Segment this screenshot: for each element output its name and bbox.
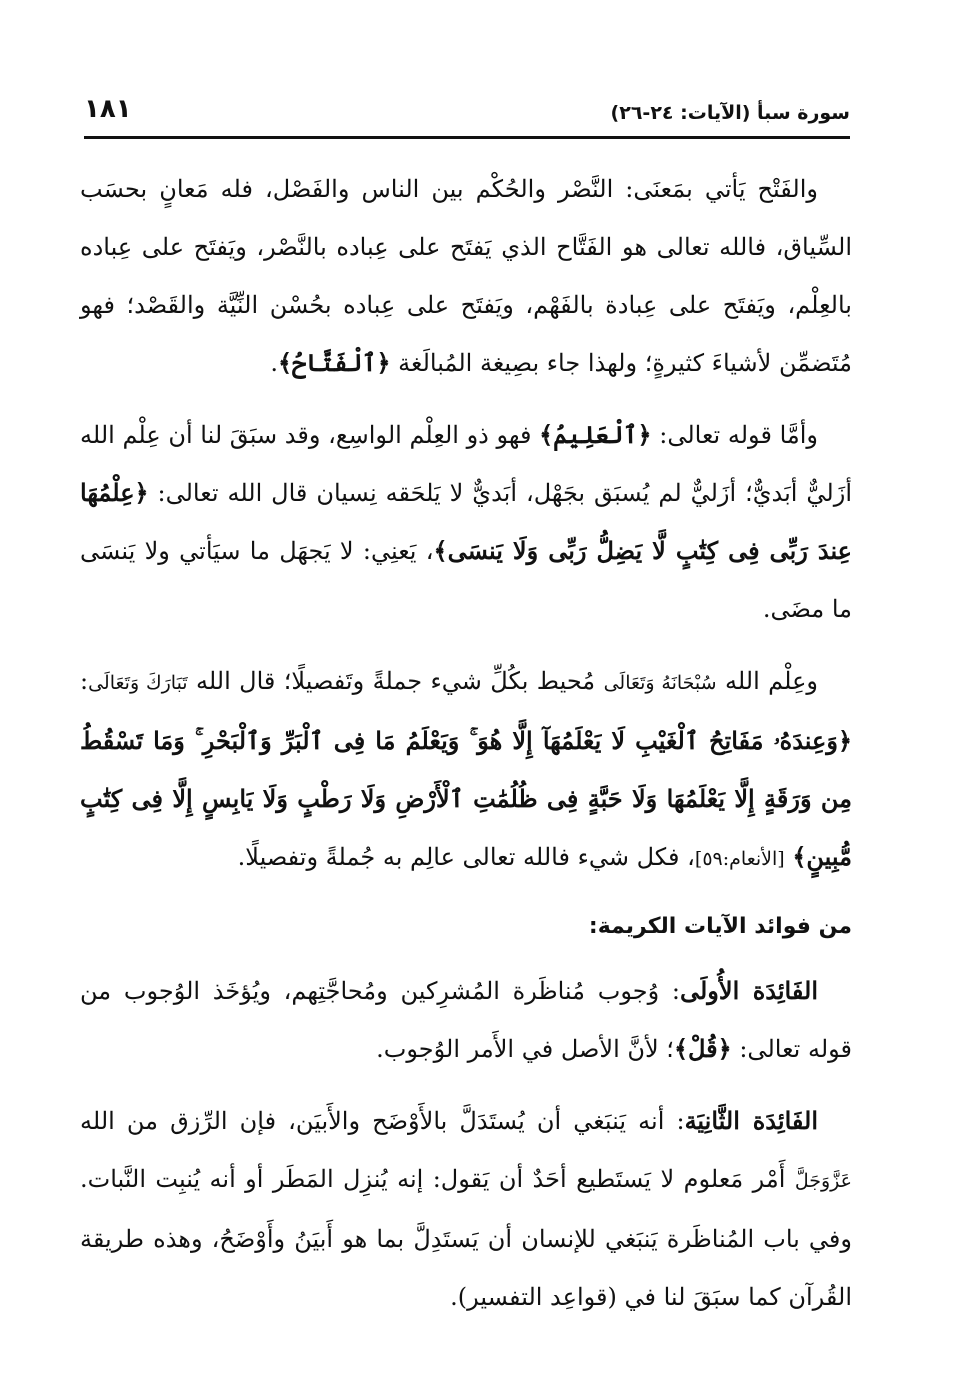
text-run: . — [270, 349, 279, 377]
surah-title: سورة سبأ (الآيات: ٢٤-٢٦) — [610, 102, 850, 124]
paragraph-alim — [80, 406, 852, 638]
text-run: ؛ لأنَّ الأصل في الأَمر الوُجوب. — [376, 1035, 674, 1063]
text-run: وأمَّا قوله تعالى: — [651, 421, 818, 449]
text-run: ، فكل شيء فالله تعالى عالِم به جُملةً وتفصيلًا. — [237, 843, 695, 871]
verse-reference: [الأنعام:٥٩] — [694, 848, 785, 870]
benefit-first — [80, 962, 852, 1078]
text-run: : وُجوب مُناظَرة المُشرِكين ومُحاجَّتِهم، ويُؤخَذ الوُجوب من قوله تعالى: — [80, 977, 852, 1063]
text-run: : — [80, 667, 89, 695]
header-divider — [84, 136, 850, 139]
quran-verse: ﴿ٱلْفَتَّاحُ﴾ — [278, 348, 391, 377]
quran-verse: ﴿ٱلْعَلِيمُ﴾ — [539, 420, 652, 449]
benefit-label: الفَائِدَة الأُولَى — [679, 976, 818, 1005]
text-run: أَمْر مَعلوم لا يَستَطيع أحَدٌ أن يَقول: إنه يُنزِل المَطَر أو أنه يُنبِت النَّبات. وفي باب المُناظَرة يَنبَغي للإنسان أن يَستَدِلَّ بما هو أَبيَنُ وأَوْضَحُ، وهذه طريقة القُرآن كما سبَقَ لنا في (قواعِد التفسير). — [80, 1165, 852, 1311]
benefit-second — [80, 1092, 852, 1326]
paragraph-knowledge — [80, 652, 852, 888]
quran-verse: ﴿وَعِندَهُۥ مَفَاتِحُ ٱلْغَيْبِ لَا يَعْلَمُهَآ إِلَّا هُوَ ۚ وَيَعْلَمُ مَا فِى ٱلْبَرِّ وَٱلْبَحْرِ ۚ وَمَا تَسْقُطُ مِن وَرَقَةٍ إِلَّا يَعْلَمُهَا وَلَا حَبَّةٍ فِى ظُلُمَٰتِ ٱلْأَرْضِ وَلَا رَطْبٍ وَلَا يَابِسٍ إِلَّا فِى كِتَٰبٍ مُّبِينٍ﴾ — [80, 726, 852, 871]
honorific-phrase: تَبَارَكَ وَتَعَالَى — [88, 672, 188, 694]
text-run: : أنه يَنبَغي أن يُستَدَلَّ بالأَوْضَح والأَبيَن، فإن الرِّزق من الله — [80, 1107, 685, 1135]
page-body — [80, 160, 852, 1340]
honorific-phrase: عَزَّوَجَلَّ — [794, 1170, 852, 1192]
text-run: مُحيط بكُلِّ شيء جملةً وتَفصيلًا؛ قال الله — [187, 667, 604, 695]
text-run: ، يَعنِي: لا يَجهَل ما سيَأتي ولا يَنسَى ما مضَى. — [80, 537, 852, 623]
page-number: ١٨١ — [84, 94, 132, 124]
text-run: وعِلْم الله — [716, 667, 818, 695]
quran-verse: ﴿عِلْمُهَا عِندَ رَبِّى فِى كِتَٰبٍ لَّا يَضِلُّ رَبِّى وَلَا يَنسَى﴾ — [80, 478, 853, 565]
benefit-label: الفَائِدَة الثَّانِيَة — [684, 1106, 819, 1135]
paragraph-fattah — [80, 160, 852, 392]
honorific-phrase: سُبْحَانَهُ وَتَعَالَى — [603, 672, 717, 694]
page-header — [84, 88, 850, 132]
quran-verse: ﴿قُلْ﴾ — [673, 1034, 732, 1063]
section-heading: من فوائد الآيات الكريمة: — [588, 914, 852, 939]
text-run: فهو ذو العِلْم الواسِع، وقد سبَقَ لنا أن عِلْم الله أزَليٌّ أبَديٌّ؛ أزَليٌّ لم يُسبَق بجَهْل، أبَديٌّ لا يَلحَقه نِسيان قال الله تعالى: — [80, 421, 852, 507]
text-run: والفَتْح يَأتي بمَعنَى: النَّصْر والحُكْم بين الناس والفَصْل، فله مَعانٍ بحسَب السِّياق، فالله تعالى هو الفَتَّاح الذي يَفتَح على عِباده بالنَّصْر، ويَفتَح على عِباده بالعِلْم، ويَفتَح على عِبادة بالفَهْم، ويَفتَح على عِباده بحُسْن النِّيَّة والقَصْد؛ فهو مُتَضمِّن لأشياءَ كثيرةٍ؛ ولهذا جاء بصِيغة المُبالَغة — [80, 175, 852, 377]
